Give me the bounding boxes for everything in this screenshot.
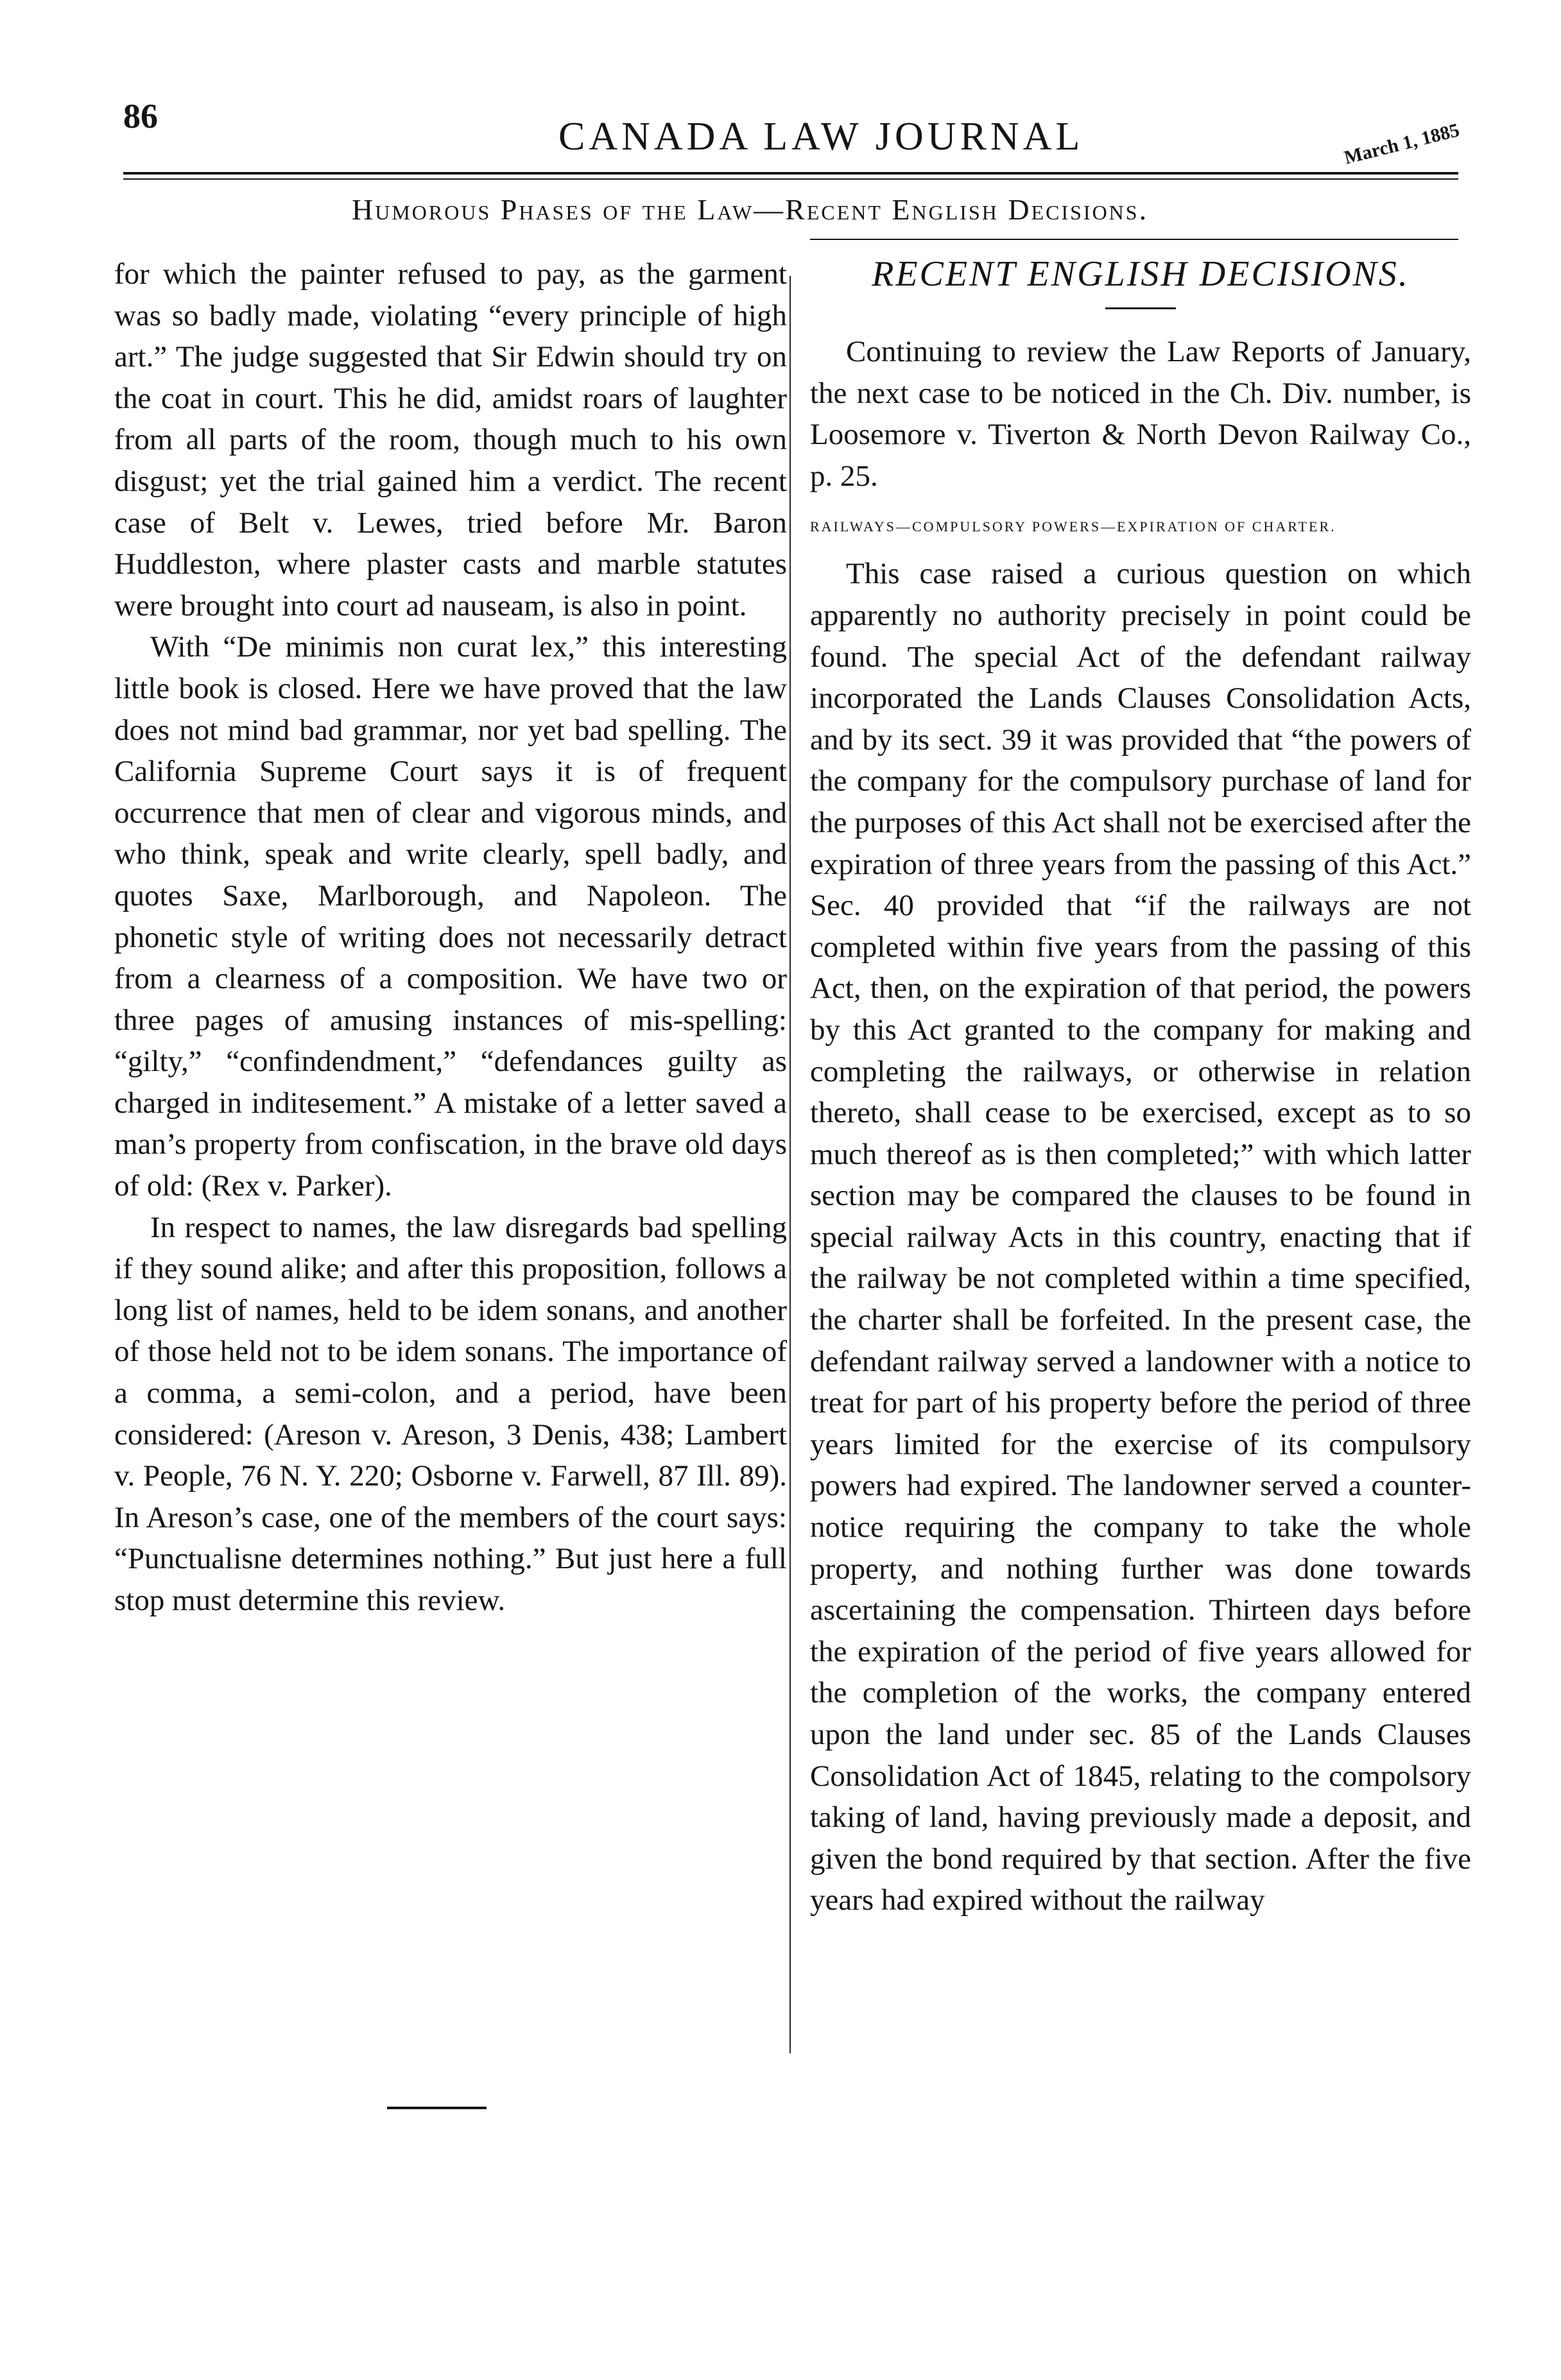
issue-date: March 1, 1885: [1341, 119, 1462, 169]
left-column: [114, 253, 787, 1622]
page-header: [0, 0, 1561, 231]
journal-title: CANADA LAW JOURNAL: [558, 115, 1084, 158]
case-body: This case raised a curious question on which apparently no authority precisely in point could be found. The special Act of the defendant railway incorporated the Lands Clauses Consolidation Acts, and by its sect. 39 it was provided that “the powers of the company for the compulsory purchase of land for the purposes of this Act shall not be exercised after the expiration of three years from the passing of this Act.” Sec. 40 provided that “if the railways are not completed within five years from the passing of this Act, then, on the expiration of that period, the powers by this Act granted to the company for making and completing the railways, or otherwise in relation thereto, shall cease to be exercised, except as to so much thereof as is then completed;” with which latter section may be compared the clauses to be found in special railway Acts in this country, enacting that if the railway be not completed within a time specified, the charter shall be forfeited. In the present case, the defendant railway served a landowner with a notice to treat for part of his property before the period of three years limited for the exercise of its compulsory powers had expired. The landowner served a counter-notice requiring the company to take the whole property, and nothing further was done towards ascertaining the compensation. Thirteen days before the expiration of the period of five years allowed for the completion of the works, the company entered upon the land under sec. 85 of the Lands Clauses Consolidation Act of 1845, relating to the compolsory taking of land, having previously made a deposit, and given the bond required by that section. After the five years had expired without the railway: [810, 557, 1471, 1917]
end-rule: [387, 2107, 487, 2109]
running-head-rule: [810, 239, 1458, 240]
section-title: RECENT ENGLISH DECISIONS.: [872, 254, 1410, 294]
title-rule: [1105, 307, 1176, 309]
paragraph: In respect to names, the law disregards bad spelling if they sound alike; and after this proposition, follows a long list of names, held to be idem sonans, and another of those held not to be idem sonans. The importance of a comma, a semi-colon, and a period, have been considered: (Areson v. Areson, 3 Denis, 438; Lambert v. People, 76 N. Y. 220; Osborne v. Farwell, 87 Ill. 89). In Areson’s case, one of the members of the court says: “Punctualisne determines nothing.” But just here a full stop must determine this review.: [114, 1210, 787, 1617]
case-subheading: RAILWAYS—COMPULSORY POWERS—EXPIRATION OF CHARTER.: [810, 518, 1336, 535]
header-rule-thin: [123, 178, 1458, 180]
intro-paragraph: Continuing to review the Law Reports of January, the next case to be noticed in the Ch. Div. number, is Loosemore v. Tiverton & North Devon Railway Co., p. 25.: [810, 335, 1471, 493]
header-rule: [123, 172, 1458, 175]
paragraph: With “De minimis non curat lex,” this interesting little book is closed. Here we have proved that the law does not mind bad grammar, nor yet bad spelling. The California Supreme Court says it is of frequent occurrence that men of clear and vigorous minds, and who think, speak and write clearly, spell badly, and quotes Saxe, Marlborough, and Napoleon. The phonetic style of writing does not necessarily detract from a clearness of a composition. We have two or three pages of amusing instances of mis-spelling: “gilty,” “confindendment,” “defendances guilty as charged in inditesement.” A mistake of a letter saved a man’s property from confiscation, in the brave old days of old: (Rex v. Parker).: [114, 630, 787, 1203]
paragraph: for which the painter refused to pay, as the garment was so badly made, violating “every principle of high art.” The judge suggested that Sir Edwin should try on the coat in court. This he did, amidst roars of laughter from all parts of the room, though much to his own disgust; yet the trial gained him a verdict. The recent case of Belt v. Lewes, tried before Mr. Baron Huddleston, where plaster casts and marble statutes were brought into court ad nauseam, is also in point.: [114, 257, 787, 622]
right-column: [810, 253, 1471, 1921]
running-head: Humorous Phases of the Law—Recent English Decisions.: [352, 193, 1149, 226]
column-divider: [789, 276, 791, 2053]
page-number: 86: [123, 97, 158, 135]
